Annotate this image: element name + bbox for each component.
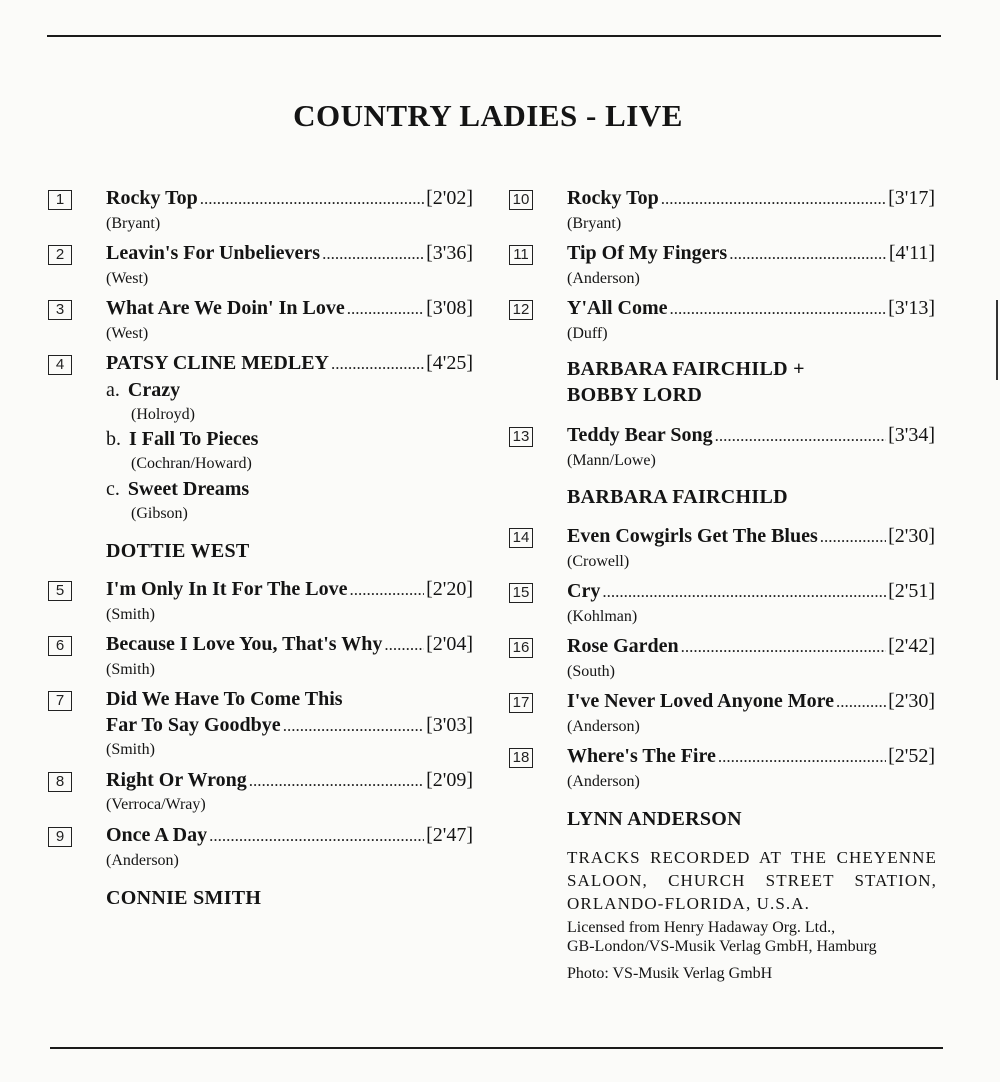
track-duration: [2'30] — [888, 525, 935, 547]
medley-part-writer: (Holroyd) — [131, 406, 195, 423]
medley-part — [106, 428, 258, 451]
medley-part-title: I Fall To Pieces — [129, 428, 259, 450]
medley-part — [106, 379, 180, 402]
track-writer: (Smith) — [106, 741, 155, 758]
track-line — [567, 690, 935, 713]
track-title: Tip Of My Fingers — [567, 242, 728, 264]
track-title: I'm Only In It For The Love — [106, 578, 348, 600]
leader-dots — [209, 826, 424, 846]
page-edge-mark — [996, 300, 998, 380]
track-number: 16 — [509, 638, 533, 658]
track-title: Rocky Top — [567, 187, 659, 209]
track-writer: (Crowell) — [567, 553, 630, 570]
license-line: Licensed from Henry Hadaway Org. Ltd., — [567, 919, 836, 936]
track-writer: (West) — [106, 325, 149, 342]
track-writer: (Smith) — [106, 661, 155, 678]
medley-letter: b. — [106, 428, 121, 450]
track-title-line2: Far To Say Goodbye — [106, 714, 281, 736]
track-writer: (Bryant) — [106, 215, 161, 232]
artist-heading: BARBARA FAIRCHILD + — [567, 358, 805, 380]
track-title: Rocky Top — [106, 187, 198, 209]
leader-dots — [681, 637, 886, 657]
leader-dots — [715, 426, 886, 446]
track-writer: (Bryant) — [567, 215, 622, 232]
track-title: I've Never Loved Anyone More — [567, 690, 835, 712]
track-line — [567, 745, 935, 768]
track-title: Leavin's For Unbelievers — [106, 242, 321, 264]
leader-dots — [249, 771, 424, 791]
track-number: 3 — [48, 300, 72, 320]
leader-dots — [350, 580, 425, 600]
top-rule — [47, 35, 941, 37]
album-title: COUNTRY LADIES - LIVE — [293, 98, 683, 133]
track-writer: (Anderson) — [567, 773, 640, 790]
track-title: PATSY CLINE MEDLEY — [106, 352, 329, 374]
medley-part-writer: (Gibson) — [131, 505, 188, 522]
track-duration: [3'36] — [426, 242, 473, 264]
track-line — [567, 525, 935, 548]
leader-dots — [384, 635, 424, 655]
track-duration: [3'34] — [888, 424, 935, 446]
track-number: 10 — [509, 190, 533, 210]
track-line — [106, 578, 473, 601]
track-line — [106, 714, 473, 737]
track-line — [106, 824, 473, 847]
track-title: Cry — [567, 580, 601, 602]
artist-heading: BOBBY LORD — [567, 384, 703, 406]
track-writer: (West) — [106, 270, 149, 287]
track-line — [567, 580, 935, 603]
track-duration: [2'09] — [426, 769, 473, 791]
track-number: 4 — [48, 355, 72, 375]
leader-dots — [820, 527, 886, 547]
medley-letter: a. — [106, 379, 120, 401]
medley-part-writer: (Cochran/Howard) — [131, 455, 252, 472]
leader-dots — [670, 299, 887, 319]
track-writer: (Mann/Lowe) — [567, 452, 656, 469]
track-number: 11 — [509, 245, 533, 265]
track-writer: (Anderson) — [567, 718, 640, 735]
track-line — [106, 242, 473, 265]
bottom-rule — [50, 1047, 943, 1049]
track-number: 14 — [509, 528, 533, 548]
track-title-line1: Did We Have To Come This — [106, 688, 343, 710]
track-title: Teddy Bear Song — [567, 424, 713, 446]
track-duration: [2'42] — [888, 635, 935, 657]
leader-dots — [661, 189, 886, 209]
track-writer: (Smith) — [106, 606, 155, 623]
track-number: 5 — [48, 581, 72, 601]
photo-credit: Photo: VS-Musik Verlag GmbH — [567, 965, 773, 982]
track-duration: [3'13] — [888, 297, 935, 319]
track-duration: [2'30] — [888, 690, 935, 712]
track-line — [567, 242, 935, 265]
track-writer: (Anderson) — [106, 852, 179, 869]
artist-heading: CONNIE SMITH — [106, 887, 262, 909]
medley-part-title: Crazy — [127, 379, 181, 401]
track-line — [106, 297, 473, 320]
medley-part-title: Sweet Dreams — [127, 478, 250, 500]
track-number: 7 — [48, 691, 72, 711]
track-number: 6 — [48, 636, 72, 656]
track-title: Once A Day — [106, 824, 208, 846]
track-title: What Are We Doin' In Love — [106, 297, 345, 319]
leader-dots — [322, 244, 424, 264]
artist-heading: BARBARA FAIRCHILD — [567, 486, 788, 508]
track-title: Rose Garden — [567, 635, 679, 657]
track-title: Even Cowgirls Get The Blues — [567, 525, 818, 547]
leader-dots — [836, 692, 886, 712]
track-duration: [3'08] — [426, 297, 473, 319]
track-duration: [4'11] — [888, 242, 935, 264]
track-line — [106, 769, 473, 792]
track-line — [567, 635, 935, 658]
track-number: 1 — [48, 190, 72, 210]
track-line — [106, 187, 473, 210]
track-line — [106, 352, 473, 375]
leader-dots — [283, 716, 424, 736]
leader-dots — [331, 354, 424, 374]
track-line — [567, 424, 935, 447]
track-duration: [3'17] — [888, 187, 935, 209]
medley-part — [106, 478, 249, 501]
track-duration: [2'47] — [426, 824, 473, 846]
license-line: GB-London/VS-Musik Verlag GmbH, Hamburg — [567, 938, 877, 955]
track-title: Right Or Wrong — [106, 769, 247, 791]
track-duration: [2'51] — [888, 580, 935, 602]
track-number: 8 — [48, 772, 72, 792]
leader-dots — [729, 244, 887, 264]
track-writer: (Verroca/Wray) — [106, 796, 206, 813]
track-number: 9 — [48, 827, 72, 847]
artist-heading: DOTTIE WEST — [106, 540, 250, 562]
track-number: 2 — [48, 245, 72, 265]
artist-heading: LYNN ANDERSON — [567, 808, 742, 830]
track-number: 18 — [509, 748, 533, 768]
leader-dots — [718, 747, 886, 767]
track-line — [567, 297, 935, 320]
track-duration: [4'25] — [426, 352, 473, 374]
track-duration: [2'20] — [426, 578, 473, 600]
track-duration: [2'02] — [426, 187, 473, 209]
leader-dots — [602, 582, 886, 602]
track-number: 15 — [509, 583, 533, 603]
track-writer: (South) — [567, 663, 615, 680]
leader-dots — [347, 299, 424, 319]
track-number: 13 — [509, 427, 533, 447]
track-title: Y'All Come — [567, 297, 668, 319]
track-duration: [2'04] — [426, 633, 473, 655]
track-duration: [2'52] — [888, 745, 935, 767]
track-writer: (Anderson) — [567, 270, 640, 287]
track-line — [567, 187, 935, 210]
recording-note: TRACKS RECORDED AT THE CHEYENNE SALOON, CHURCH STREET STATION, ORLANDO-FLORIDA, U.S.A. — [567, 848, 937, 913]
track-title: Because I Love You, That's Why — [106, 633, 383, 655]
track-writer: (Kohlman) — [567, 608, 638, 625]
leader-dots — [200, 189, 424, 209]
medley-letter: c. — [106, 478, 120, 500]
track-duration: [3'03] — [426, 714, 473, 736]
track-writer: (Duff) — [567, 325, 608, 342]
track-title: Where's The Fire — [567, 745, 716, 767]
track-line — [106, 633, 473, 656]
track-number: 12 — [509, 300, 533, 320]
track-number: 17 — [509, 693, 533, 713]
